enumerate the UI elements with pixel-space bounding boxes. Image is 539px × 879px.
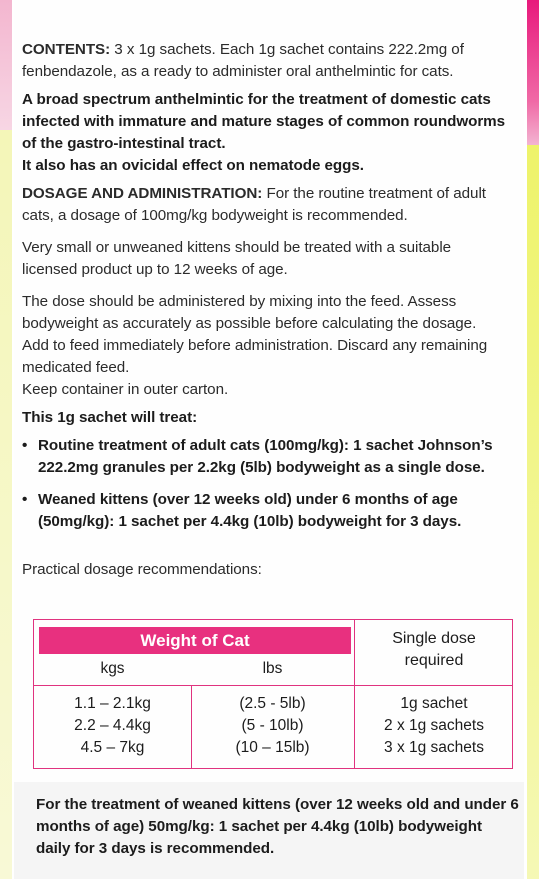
contents-text: 3 x 1g sachets. Each 1g sachet contains 222.2mg of fenbendazole, as a ready to administer oral anthelmintic for cats. <box>22 41 464 80</box>
weight-of-cat-header: Weight of Cat <box>39 627 351 654</box>
administer-paragraph: The dose should be administered by mixing into the feed. Assess bodyweight as accurately as possible before calculating the dosage. Add to feed immediately before administration. Discard any remaining medicated feed. <box>22 293 488 376</box>
storage-paragraph: Keep container in outer carton. <box>22 381 229 398</box>
table-cell-dose: 3 x 1g sachets <box>384 739 484 756</box>
table-cell-kgs: 1.1 – 2.1kg <box>74 695 151 712</box>
dosage-table <box>33 619 513 769</box>
bullet-text: Routine treatment of adult cats (100mg/kg): 1 sachet Johnson’s 222.2mg granules per 2.2kg (5lb) bodyweight as a single dose. <box>38 437 493 476</box>
row-divider <box>34 685 512 686</box>
table-cell-kgs: 4.5 – 7kg <box>80 739 145 756</box>
table-cell-lbs: (2.5 - 5lb) <box>239 695 306 712</box>
ovicidal-paragraph: It also has an ovicidal effect on nematode eggs. <box>22 157 364 174</box>
table-cell-dose: 2 x 1g sachets <box>384 717 484 734</box>
bullet-item <box>22 489 506 533</box>
right-edge-yellow-strip <box>527 145 539 879</box>
bullet-symbol: • <box>22 437 28 454</box>
lbs-header: lbs <box>262 660 283 677</box>
kittens-note-paragraph: Very small or unweaned kittens should be treated with a suitable licensed product up to 12 weeks of age. <box>22 239 452 278</box>
left-edge-yellow-strip <box>0 130 12 879</box>
label-text-block <box>22 39 506 581</box>
dosage-heading: DOSAGE AND ADMINISTRATION: <box>22 185 263 202</box>
single-dose-header: Single dose required <box>392 630 476 669</box>
table-cell-lbs: (10 – 15lb) <box>235 739 310 756</box>
bottom-note: For the treatment of weaned kittens (over 12 weeks old and under 6 months of age) 50mg/kg: 1 sachet per 4.4kg (10lb) bodyweight daily for 3 days is recommended. <box>36 796 519 857</box>
kgs-header: kgs <box>100 660 125 677</box>
treat-heading: This 1g sachet will treat: <box>22 409 198 426</box>
dosage-text: For the routine treatment of adult cats, a dosage of 100mg/kg bodyweight is recommended. <box>22 185 486 224</box>
right-edge-pink-strip <box>527 0 539 145</box>
bullet-text: Weaned kittens (over 12 weeks old) under 6 months of age (50mg/kg): 1 sachet per 4.4kg (10lb) bodyweight for 3 days. <box>38 491 462 530</box>
bullet-symbol: • <box>22 491 28 508</box>
bullet-item <box>22 435 506 479</box>
dosage-paragraph <box>22 183 506 227</box>
table-cell-kgs: 2.2 – 4.4kg <box>74 717 151 734</box>
contents-heading: CONTENTS: <box>22 41 111 58</box>
left-edge-pink-strip <box>0 0 12 130</box>
kitten-treatment-box <box>14 782 524 879</box>
spectrum-paragraph: A broad spectrum anthelmintic for the treatment of domestic cats infected with immature and mature stages of common roundworms of the gastro-intestinal tract. <box>22 91 506 152</box>
table-intro: Practical dosage recommendations: <box>22 561 262 578</box>
table-cell-dose: 1g sachet <box>400 695 468 712</box>
table-cell-lbs: (5 - 10lb) <box>241 717 304 734</box>
contents-paragraph <box>22 39 506 83</box>
